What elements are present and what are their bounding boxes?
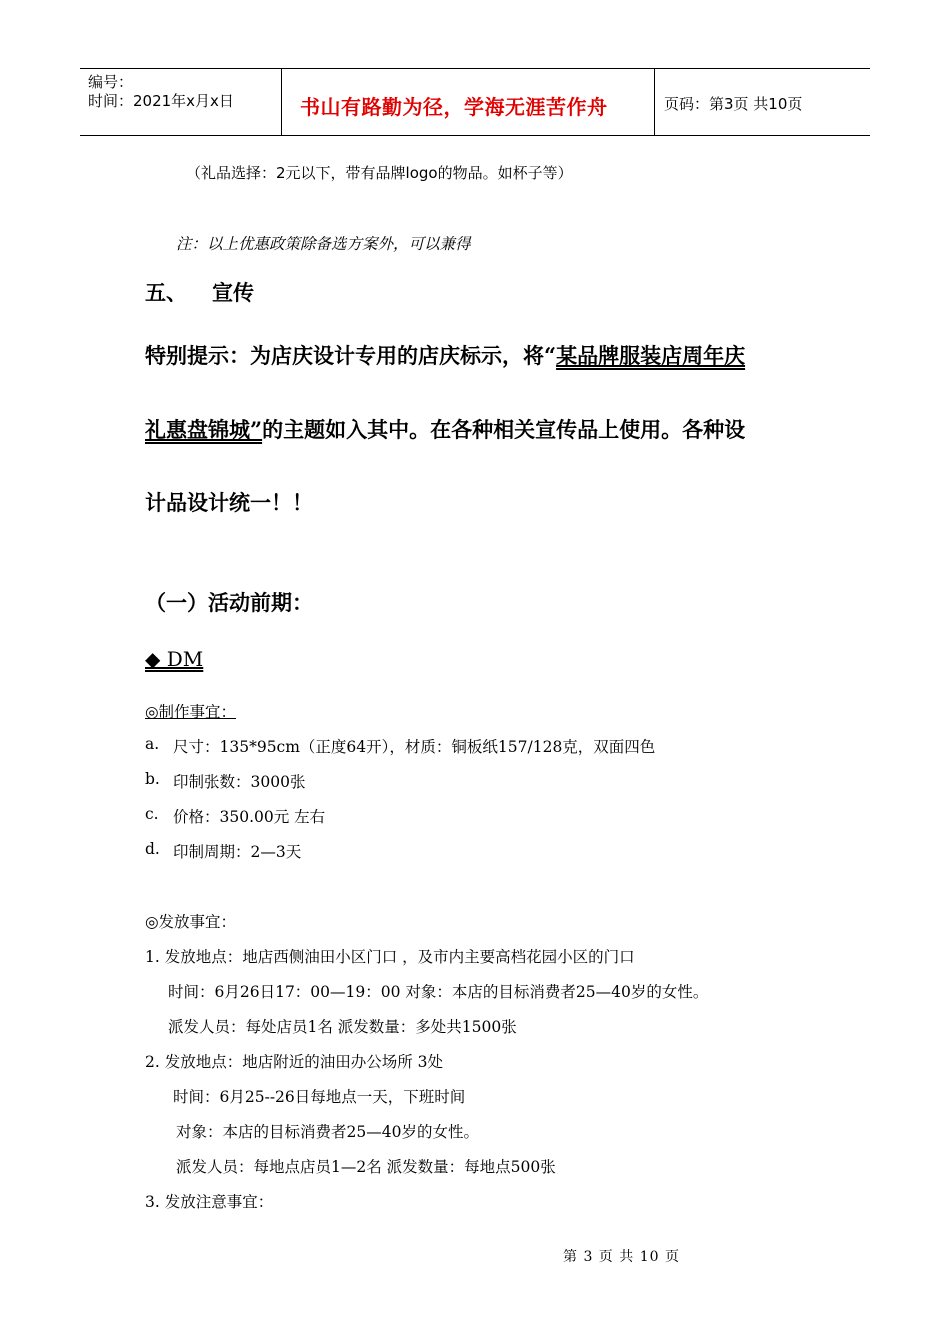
tip-line-3: 计品设计统一！！ (145, 490, 313, 515)
distribution-line-3: 派发人员：每处店员1名 派发数量：多处共1500张 (168, 1018, 517, 1036)
section-number: 五、 (145, 280, 187, 305)
distribution-line-2: 时间：6月26日17：00—19：00 对象：本店的目标消费者25—40岁的女性。 (168, 983, 709, 1001)
production-item-d-marker: d. (145, 840, 160, 858)
header-motto: 书山有路勤为径，学海无涯苦作舟 (300, 95, 608, 119)
page-footer: 第 3 页 共 10 页 (563, 1249, 680, 1265)
distribution-line-7: 派发人员：每地点店员1—2名 派发数量：每地点500张 (176, 1158, 556, 1176)
production-title: ◎制作事宜： (145, 703, 237, 721)
production-item-c-marker: c. (145, 805, 159, 823)
gift-note: （礼品选择：2元以下，带有品牌logo的物品。如杯子等） (186, 164, 573, 182)
tip-line-1-prefix: 特别提示：为店庆设计专用的店庆标示，将“ (145, 343, 557, 368)
phase1-title: （一）活动前期： (145, 590, 313, 615)
header-serial-label: 编号： (88, 73, 134, 91)
production-item-b-marker: b. (145, 770, 160, 788)
tip-line-2 (145, 414, 745, 444)
tip-brand-theme-part1: 某品牌服装店周年庆 (556, 343, 746, 368)
dm-title: ◆ DM (145, 647, 204, 671)
policy-note: 注：以上优惠政策除备选方案外，可以兼得 (176, 235, 471, 253)
header-bottom-border (80, 135, 870, 136)
production-item-a-marker: a. (145, 735, 160, 753)
production-item-c: 价格：350.00元 左右 (173, 808, 326, 826)
section-title: 宣传 (212, 280, 254, 305)
distribution-line-6: 对象：本店的目标消费者25—40岁的女性。 (176, 1123, 479, 1141)
production-item-b: 印制张数：3000张 (173, 773, 306, 791)
header-divider-left (281, 68, 282, 136)
header-time-label: 时间：2021年x月x日 (88, 92, 234, 110)
tip-line-2-suffix: 的主题如入其中。在各种相关宣传品上使用。各种设 (262, 417, 746, 442)
header-page-label: 页码：第3页 共10页 (664, 95, 803, 113)
tip-line-1 (145, 340, 745, 370)
distribution-line-1: 1. 发放地点：地店西侧油田小区门口 ，及市内主要高档花园小区的门口 (145, 948, 635, 966)
distribution-title: ◎发放事宜： (145, 913, 237, 931)
distribution-line-4: 2. 发放地点：地店附近的油田办公场所 3处 (145, 1053, 444, 1071)
tip-brand-theme-part2: 礼惠盘锦城” (145, 417, 263, 442)
distribution-line-8: 3. 发放注意事宜： (145, 1193, 274, 1211)
production-item-a: 尺寸：135*95cm（正度64开），材质：铜板纸157/128克，双面四色 (173, 738, 656, 756)
header-top-border (80, 68, 870, 69)
distribution-line-5: 时间：6月25--26日每地点一天，下班时间 (173, 1088, 466, 1106)
production-item-d: 印制周期：2—3天 (173, 843, 302, 861)
header-divider-right (654, 68, 655, 136)
